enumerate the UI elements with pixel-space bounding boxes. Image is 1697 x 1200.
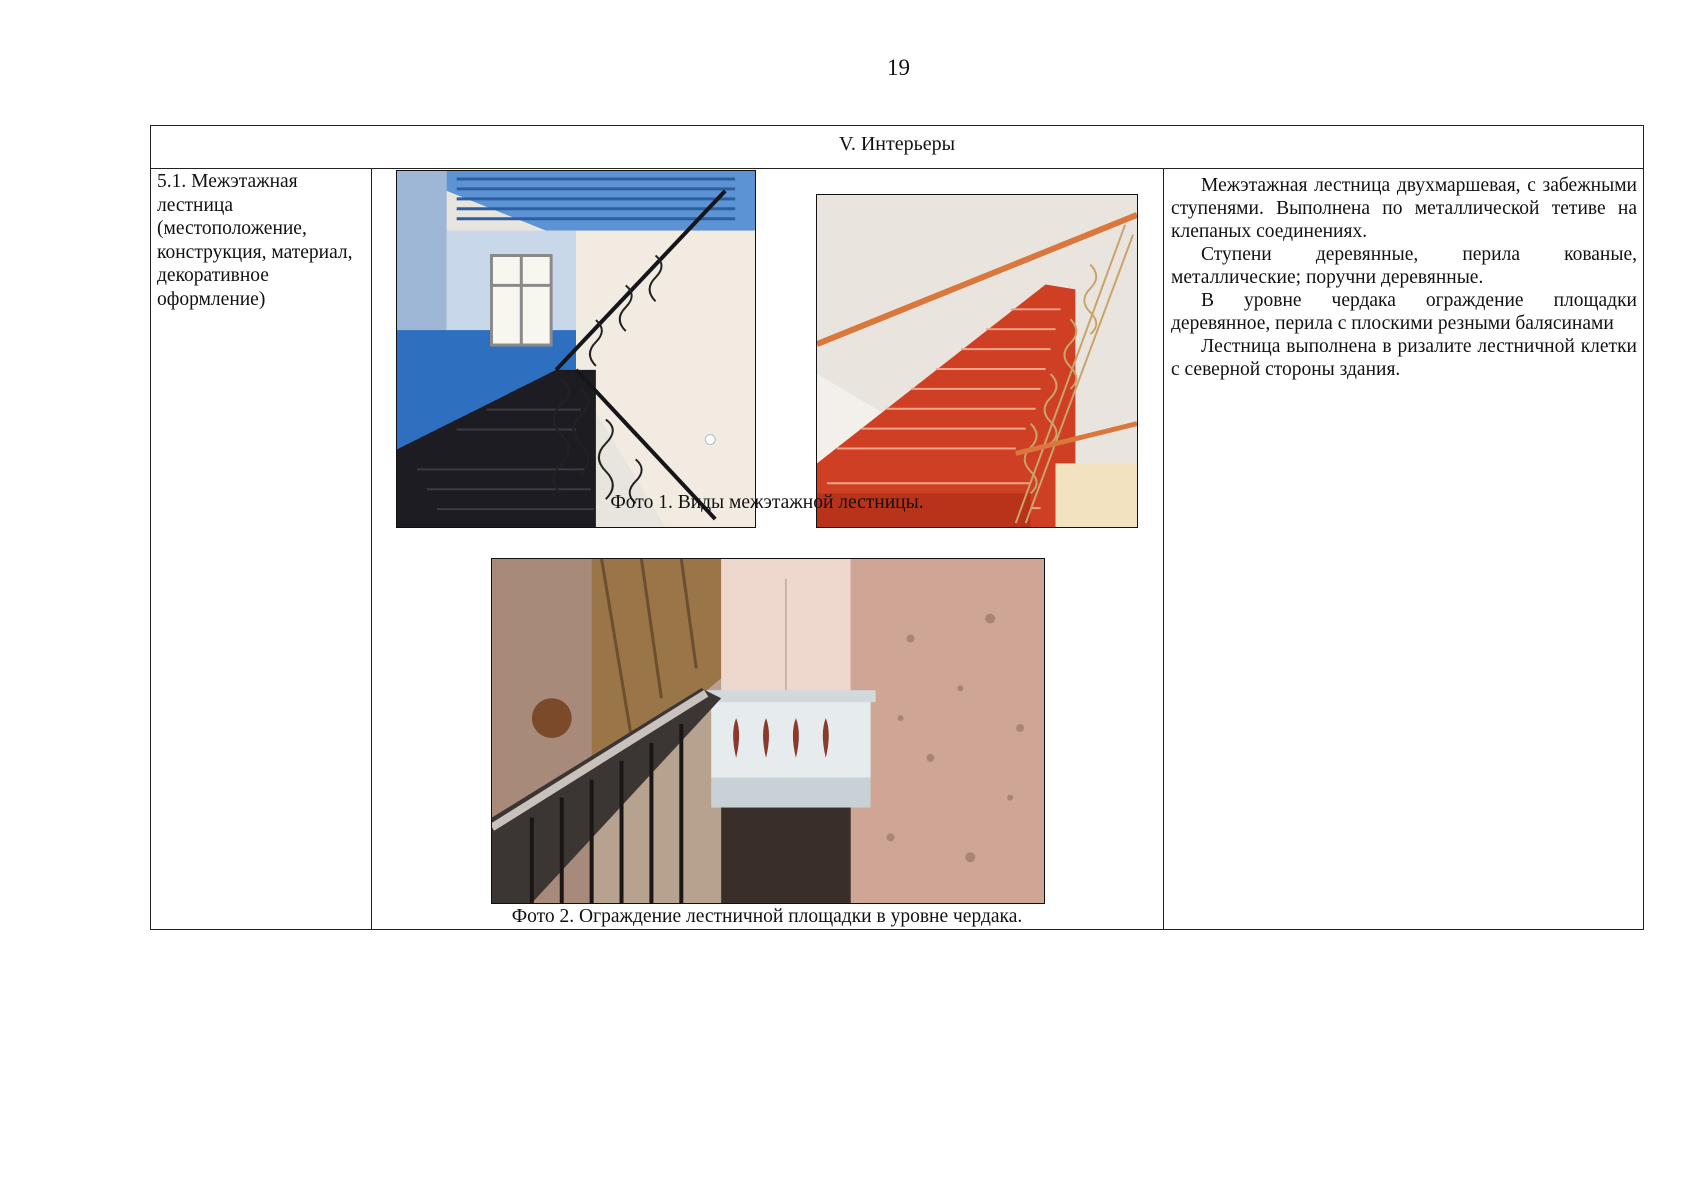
description-paragraph: Лестница выполнена в ризалите лестничной клетки с северной стороны здания. [1171,336,1637,380]
item-label [157,170,367,311]
column-divider-1 [371,168,372,929]
photo-attic-landing [491,558,1045,904]
photo1-caption: Фото 1. Виды межэтажной лестницы. [610,492,924,513]
column-divider-2 [1163,168,1164,929]
item-description [1171,174,1637,381]
blue-stairwell-image [397,171,755,527]
item-label-line: декоративное [157,265,269,286]
description-paragraph: Ступени деревянные, перила кованые, металлические; поручни деревянные. [1171,244,1637,288]
page-number: 19 [887,55,910,80]
section-title: V. Интерьеры [151,126,1643,169]
item-label-line: оформление) [157,288,266,310]
item-label-line: конструкция, материал, [157,241,353,263]
photo2-caption: Фото 2. Ограждение лестничной площадки в уровне чердака. [511,906,1023,927]
red-stair-image [817,195,1137,527]
item-label-line: 5.1. Межэтажная [157,171,298,192]
description-paragraph: В уровне чердака ограждение площадки деревянное, перила с плоскими резными балясинами [1171,290,1637,334]
photo-red-stair [816,194,1138,528]
photo-blue-stairwell [396,170,756,528]
attic-landing-image [492,559,1044,903]
item-label-line: (местоположение, [157,218,307,239]
interiors-table [150,125,1644,930]
description-paragraph: Межэтажная лестница двухмаршевая, с забежными ступенями. Выполнена по металлической тетиве на клепаных соединениях. [1171,175,1637,242]
item-label-line: лестница [157,194,234,216]
